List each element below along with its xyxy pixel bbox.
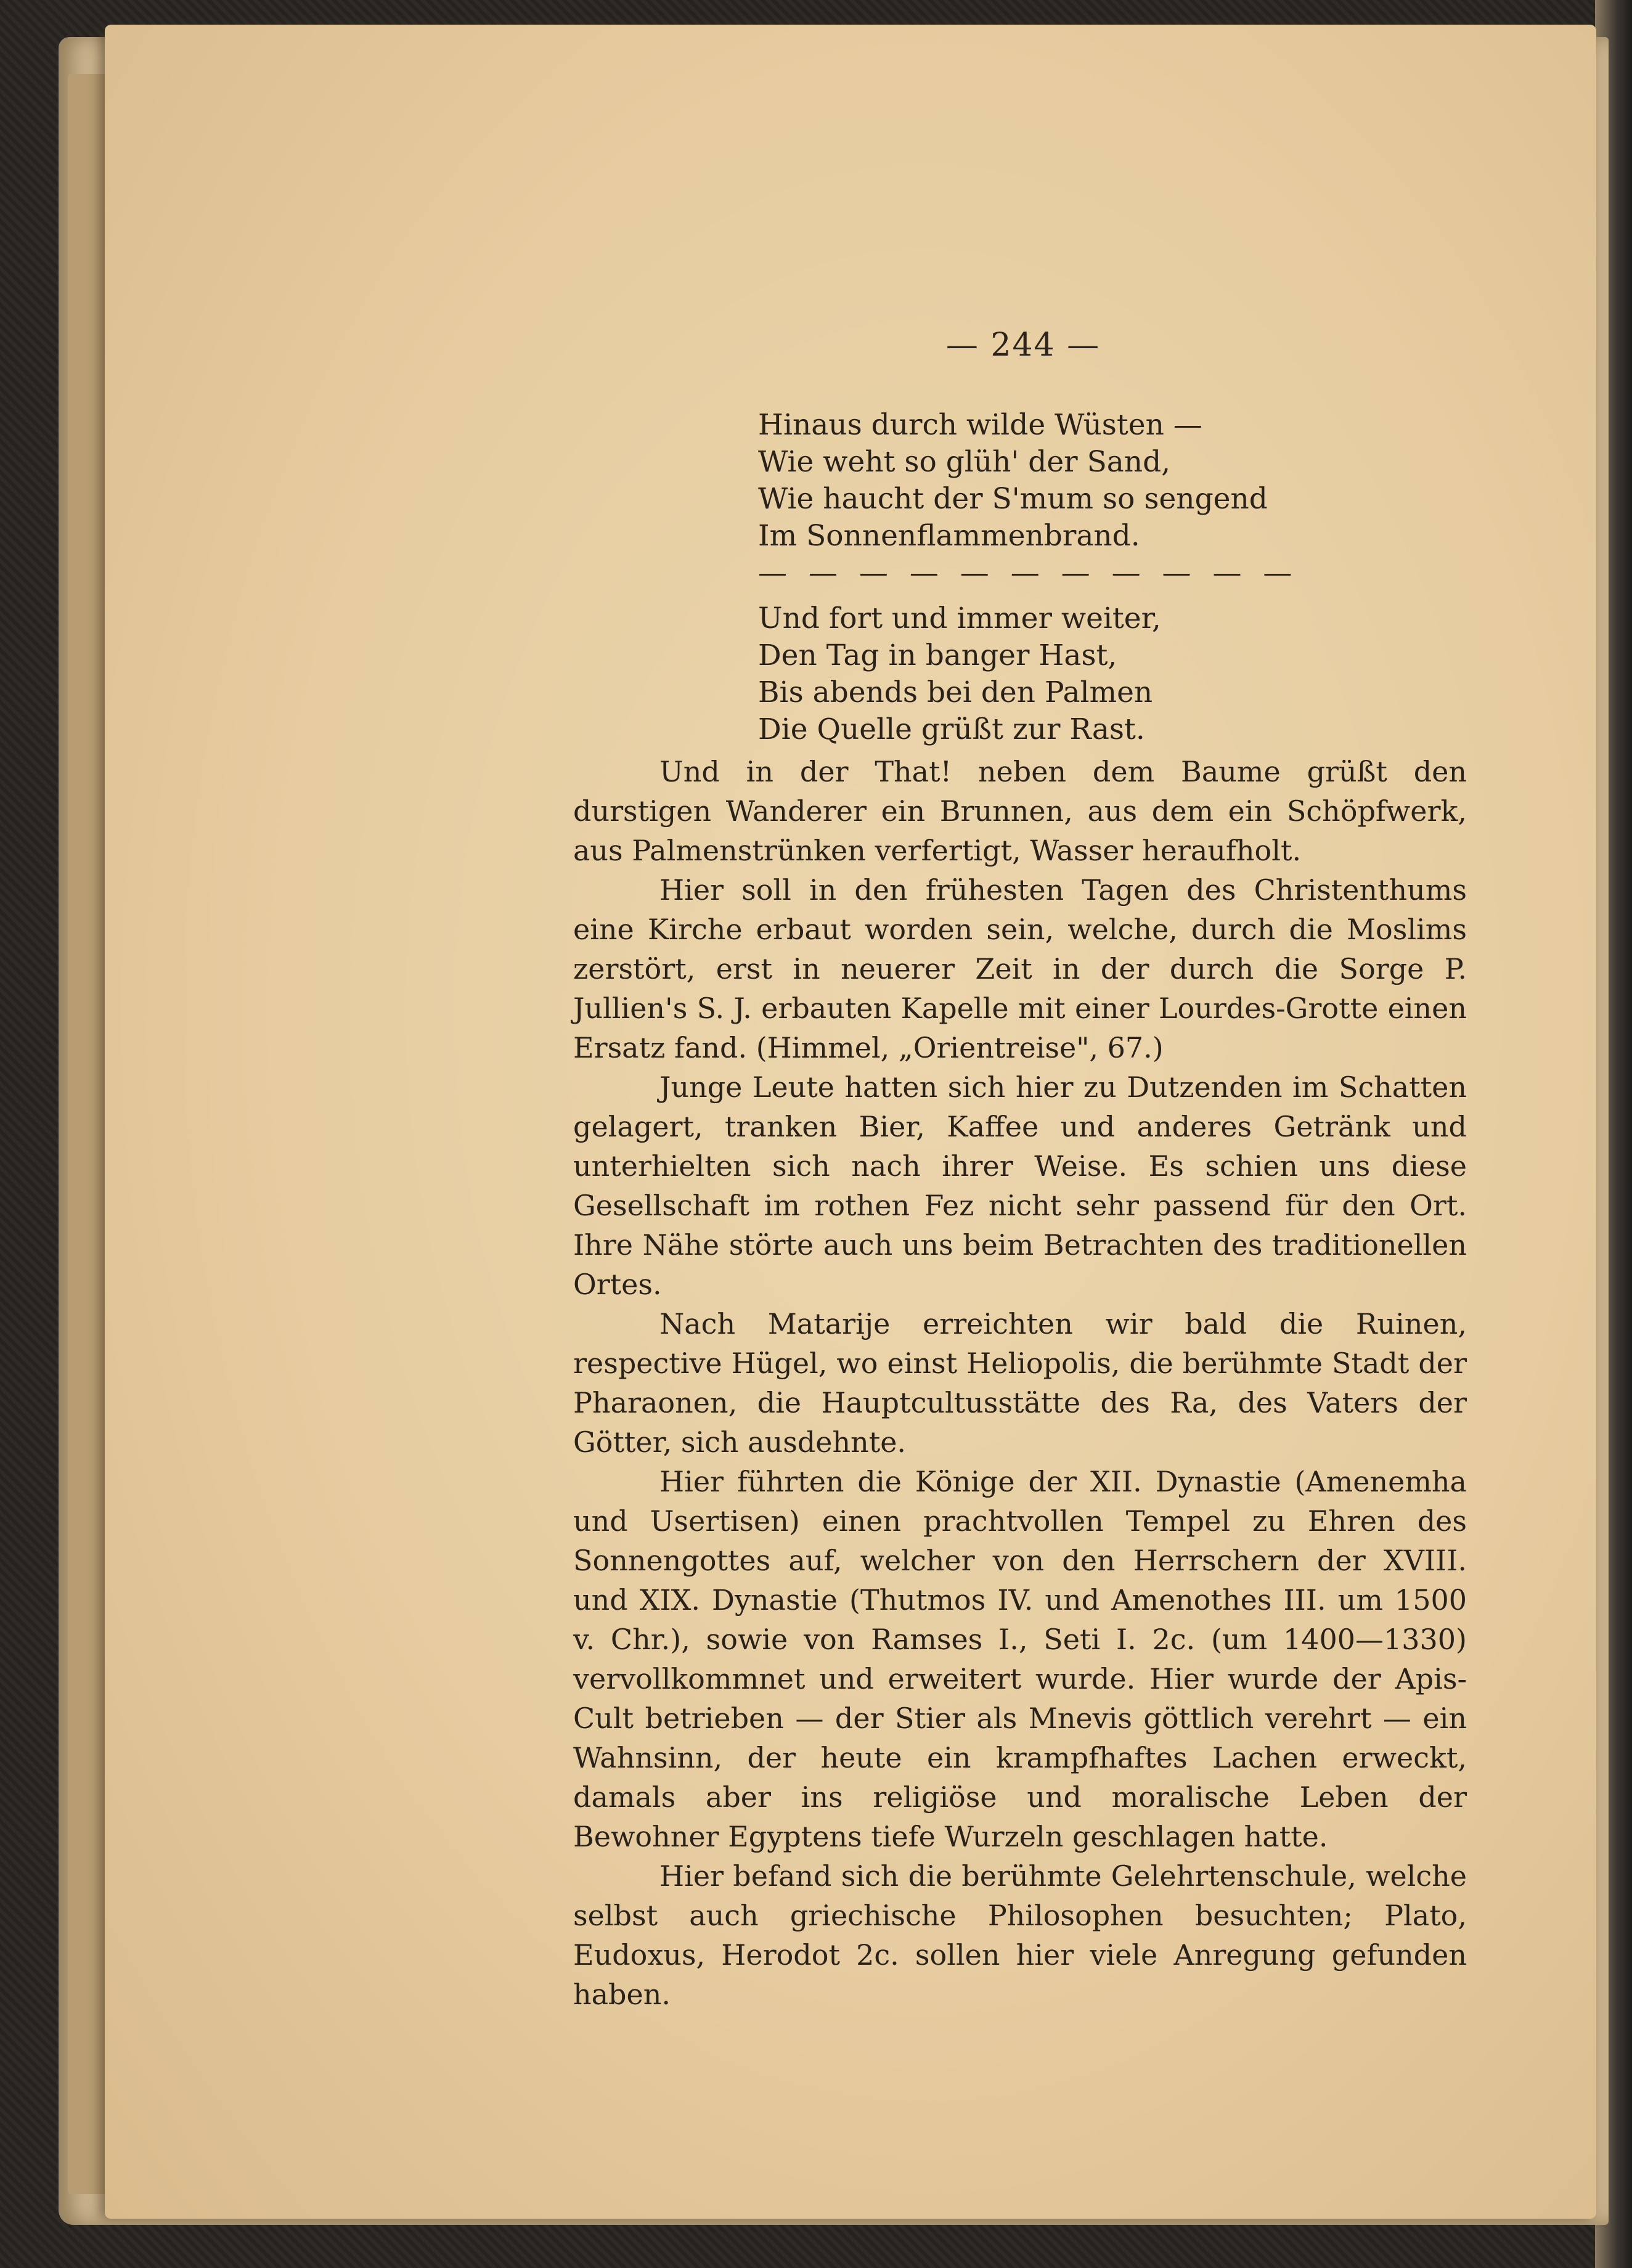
paragraph: Und in der That! neben dem Baume grüßt den durstigen Wanderer ein Brunnen, aus dem ein Schöpfwerk, aus Palmenstrünken verfertigt, Wasser heraufholt. <box>573 755 1467 867</box>
poem-line: Und fort und immer weiter, <box>758 602 1161 635</box>
poem-stanza-2 <box>758 600 1467 748</box>
paragraph: Nach Matarije erreichten wir bald die Ruinen, respective Hügel, wo einst Heliopolis, die berühmte Stadt der Pharaonen, die Hauptcultusstätte des Ra, des Vaters der Götter, sich ausdehnte. <box>573 1307 1467 1459</box>
paragraph: Hier soll in den frühesten Tagen des Christenthums eine Kirche erbaut worden sein, welche, durch die Moslims zerstört, erst in neuerer Zeit in der durch die Sorge P. Jullien's S. J. erbauten Kapelle mit einer Lourdes-Grotte einen Ersatz fand. (Himmel, „Orientreise", 67.) <box>573 873 1467 1064</box>
poem-line: Im Sonnenflammenbrand. <box>758 519 1140 553</box>
poem-line: Wie haucht der S'mum so sengend <box>758 482 1268 516</box>
poem-line: Hinaus durch wilde Wüsten — <box>758 408 1202 442</box>
paragraph: Hier führten die Könige der XII. Dynastie (Amenemha und Usertisen) einen prachtvollen Tempel zu Ehren des Sonnengottes auf, welcher von den Herrschern der XVIII. und XIX. Dynastie (Thutmos IV. und Amenothes III. um 1500 v. Chr.), sowie von Ramses I., Seti I. 2c. (um 1400—1330) vervollkommnet und erweitert wurde. Hier wurde der Apis-Cult betrieben — der Stier als Mnevis göttlich verehrt — ein Wahnsinn, der heute ein krampfhaftes Lachen erweckt, damals aber ins religiöse und moralische Leben der Bewohner Egyptens tiefe Wurzeln geschlagen hatte. <box>573 1465 1467 1853</box>
poem-stanza-1 <box>758 407 1467 555</box>
paragraph: Hier befand sich die berühmte Gelehrtenschule, welche selbst auch griechische Philosophen besuchten; Plato, Eudoxus, Herodot 2c. sollen hier viele Anregung gefunden haben. <box>573 1859 1467 2011</box>
poem-line: Wie weht so glüh' der Sand, <box>758 445 1171 479</box>
stanza-divider: — — — — — — — — — — — <box>758 556 1299 590</box>
paragraph: Junge Leute hatten sich hier zu Dutzenden im Schatten gelagert, tranken Bier, Kaffee und anderes Getränk und unterhielten sich nach ihrer Weise. Es schien uns diese Gesellschaft im rothen Fez nicht sehr passend für den Ort. Ihre Nähe störte auch uns beim Betrachten des traditionellen Ortes. <box>573 1071 1467 1301</box>
page-text <box>573 407 1467 2014</box>
poem-line: Den Tag in banger Hast, <box>758 638 1117 672</box>
poem-line: Bis abends bei den Palmen <box>758 675 1153 709</box>
page-number: — 244 — <box>945 327 1101 364</box>
poem-line: Die Quelle grüßt zur Rast. <box>758 712 1145 746</box>
